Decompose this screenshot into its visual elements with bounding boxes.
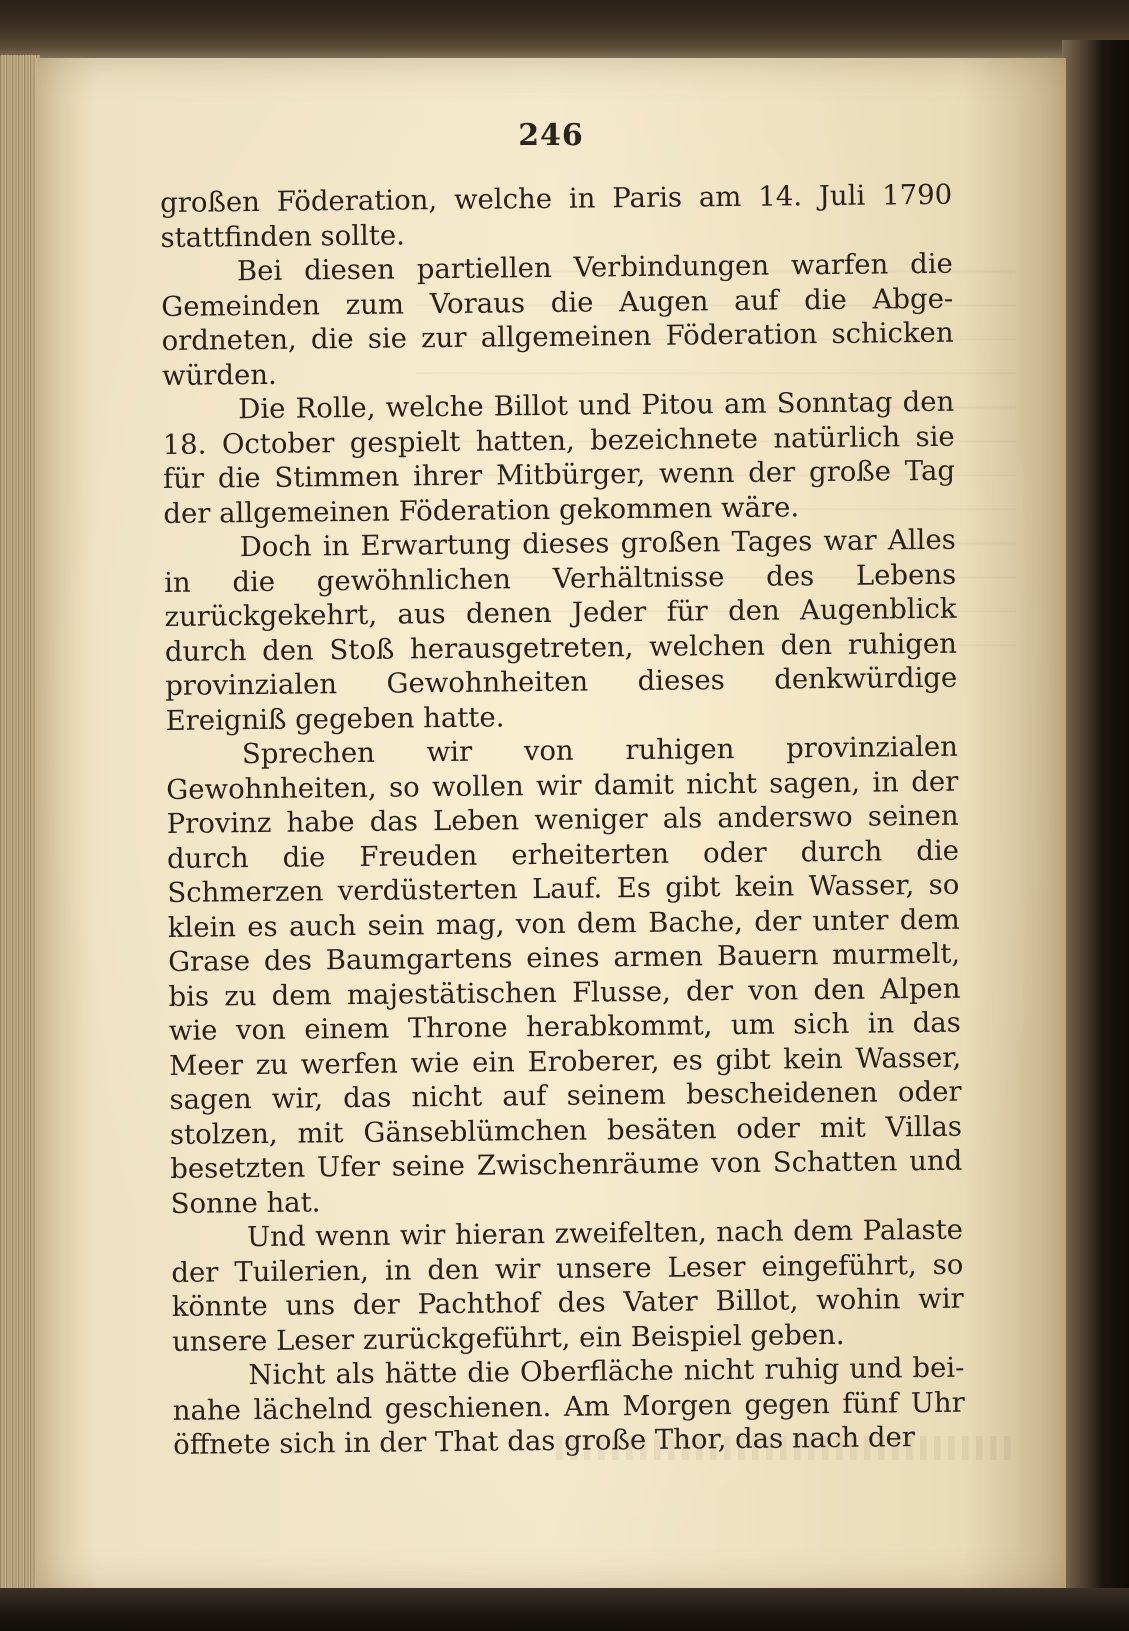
paragraph: Sprechen wir von ruhigen provinzialen Gewohnheiten, so wollen wir damit nicht sagen, in der Provinz habe das Leben weniger als anderswo seinen durch die Freuden erheiterten oder durch die Schmerzen verdüsterten Lauf. Es gibt kein Wasser, so klein es auch sein mag, von dem Bache, der unter dem Grase des Baumgartens eines armen Bauern murmelt, bis zu dem majestätischen Flusse, der von den Alpen wie von einem Throne herabkommt, um sich in das Meer zu werfen wie ein Eroberer, es gibt kein Wasser, sagen wir, das nicht auf seinem bescheidenen oder stolzen, mit Gänseblümchen besäten oder mit Villas besetzten Ufer seine Zwischenräume von Schatten und Sonne hat. (166, 730, 963, 1220)
book-binding (1062, 40, 1129, 1600)
paragraph: Nicht als hätte die Oberfläche nicht ruhig und beinahe lächelnd geschienen. Am Morgen gegen fünf Uhr öffnete sich in der That das große Thor, das nach der (172, 1351, 965, 1461)
body-text (160, 178, 965, 1463)
page-stack-edge (0, 55, 40, 1595)
paragraph: großen Föderation, welche in Paris am 14. Juli 1790 stattfinden sollte. (160, 178, 953, 254)
book-bottom-edge (0, 1588, 1129, 1631)
paragraph: Und wenn wir hieran zweifelten, nach dem Palaste der Tuilerien, in den wir unsere Leser eingeführt, so könnte uns der Pachthof des Vater Billot, wohin wir unsere Leser zurückgeführt, ein Beispiel geben. (171, 1213, 964, 1358)
book-top-edge (0, 0, 1129, 62)
page-number: 246 (518, 118, 584, 153)
paragraph: Bei diesen partiellen Verbindungen warfen die Gemeinden zum Voraus die Augen auf die Abgeordneten, die sie zur allgemeinen Föderation schicken würden. (161, 247, 954, 392)
paragraph: Doch in Erwartung dieses großen Tages war Alles in die gewöhnlichen Verhältnisse des Lebens zurückgekehrt, aus denen Jeder für den Augenblick durch den Stoß herausgetreten, welchen den ruhigen provinzialen Gewohnheiten dieses denkwürdige Ereigniß gegeben hatte. (163, 523, 958, 737)
paragraph: Die Rolle, welche Billot und Pitou am Sonntag den 18. October gespielt hatten, bezeichnete natürlich sie für die Stimmen ihrer Mitbürger, wenn der große Tag der allgemeinen Föderation gekommen wäre. (162, 385, 956, 530)
book-page (36, 58, 1066, 1593)
